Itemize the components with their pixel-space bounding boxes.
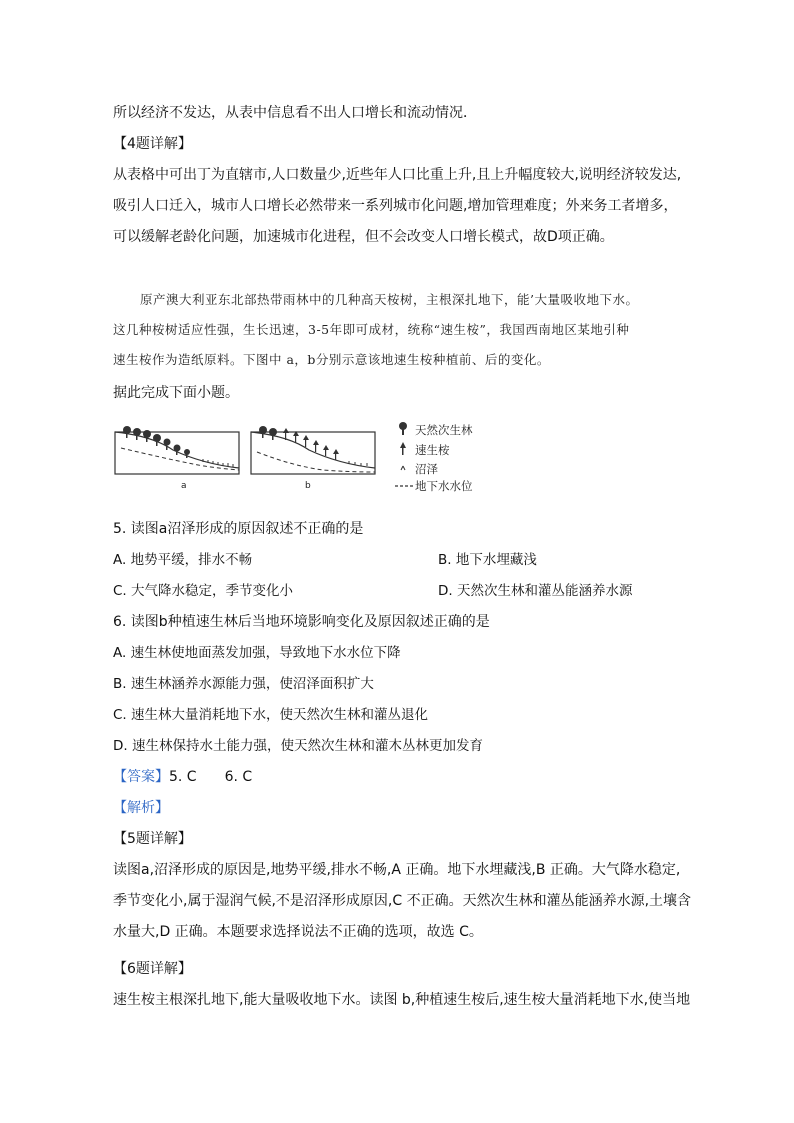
q6-option-d: D. 速生林保持水土能力强，使天然次生林和灌木丛林更加发育 [113, 738, 483, 754]
q5-option-c: C. 大气降水稳定，季节变化小 [113, 583, 294, 599]
analysis-header: 【解析】 [113, 800, 169, 816]
q6-option-b: B. 速生林涵养水源能力强，使沼泽面积扩大 [113, 676, 374, 692]
panel-a [115, 426, 239, 491]
answer-line [113, 767, 252, 787]
text-line: 所以经济不发达，从表中信息看不出人口增长和流动情况． [113, 105, 477, 121]
panel-b [251, 426, 375, 491]
label-b: b [305, 481, 311, 491]
question-5: 5. 读图a沼泽形成的原因叙述不正确的是 [113, 521, 364, 537]
q5-option-a: A. 地势平缓，排水不畅 [113, 552, 253, 568]
eucalyptus-diagram [113, 418, 493, 498]
legend-water-table: 地下水水位 [415, 479, 473, 493]
q6-option-c: C. 速生林大量消耗地下水，使天然次生林和灌丛退化 [113, 707, 429, 723]
legend-natural-forest: 天然次生林 [415, 423, 473, 437]
label-a: a [181, 481, 187, 491]
legend-fast-eucalyptus: 速生桉 [415, 443, 450, 457]
text-line: 吸引人口迁入，城市人口增长必然带来一系列城市化问题,增加管理难度；外来务工者增多， [113, 198, 678, 214]
q5-option-d: D. 天然次生林和灌丛能涵养水源 [438, 583, 633, 599]
intro-line: 原产澳大利亚东北部热带雨林中的几种高天桉树，主根深扎地下，能’大量吸收地下水。 [140, 292, 639, 307]
intro-line: 速生桉作为造纸原料。下图中 a，b分别示意该地速生桉种植前、后的变化。 [113, 352, 550, 367]
question-6: 6. 读图b种植速生林后当地环境影响变化及原因叙述正确的是 [113, 614, 490, 630]
text-line: 可以缓解老龄化问题，加速城市化进程，但不会改变人口增长模式，故D项正确。 [113, 229, 614, 245]
intro-line: 这几种桉树适应性强，生长迅速，3-5年即可成材，统称“速生桉”，我国西南地区某地引种 [113, 322, 630, 337]
text-line: 据此完成下面小题。 [113, 385, 239, 401]
tree-icon [399, 422, 407, 435]
section-header: 【5题详解】 [113, 831, 192, 847]
section-header: 【6题详解】 [113, 961, 192, 977]
text-line: 从表格中可出丁为直辖市,人口数量少,近些年人口比重上升,且上升幅度较大,说明经济较发达, [113, 167, 682, 183]
swamp-icon [401, 466, 405, 470]
eucalyptus-icon [400, 442, 406, 455]
text-line: 速生桉主根深扎地下,能大量吸收地下水。读图 b,种植速生桉后,速生桉大量消耗地下水,使当地 [113, 992, 691, 1008]
legend-swamp: 沼泽 [415, 462, 438, 476]
text-line: 读图a,沼泽形成的原因是,地势平缓,排水不畅,A 正确。地下水埋藏浅,B 正确。大气降水稳定, [113, 862, 681, 878]
answer-label: 【答案】 [113, 769, 169, 785]
legend [395, 422, 473, 493]
text-line: 水量大,D 正确。本题要求选择说法不正确的选项，故选 C。 [113, 924, 483, 940]
q5-option-b: B. 地下水埋藏浅 [438, 552, 537, 568]
answer-value: 5. C 6. C [169, 769, 253, 785]
section-header: 【4题详解】 [113, 136, 192, 152]
text-line: 季节变化小,属于湿润气候,不是沼泽形成原因,C 不正确。天然次生林和灌丛能涵养水源,土壤含 [113, 893, 692, 909]
q6-option-a: A. 速生林使地面蒸发加强，导致地下水水位下降 [113, 645, 401, 661]
